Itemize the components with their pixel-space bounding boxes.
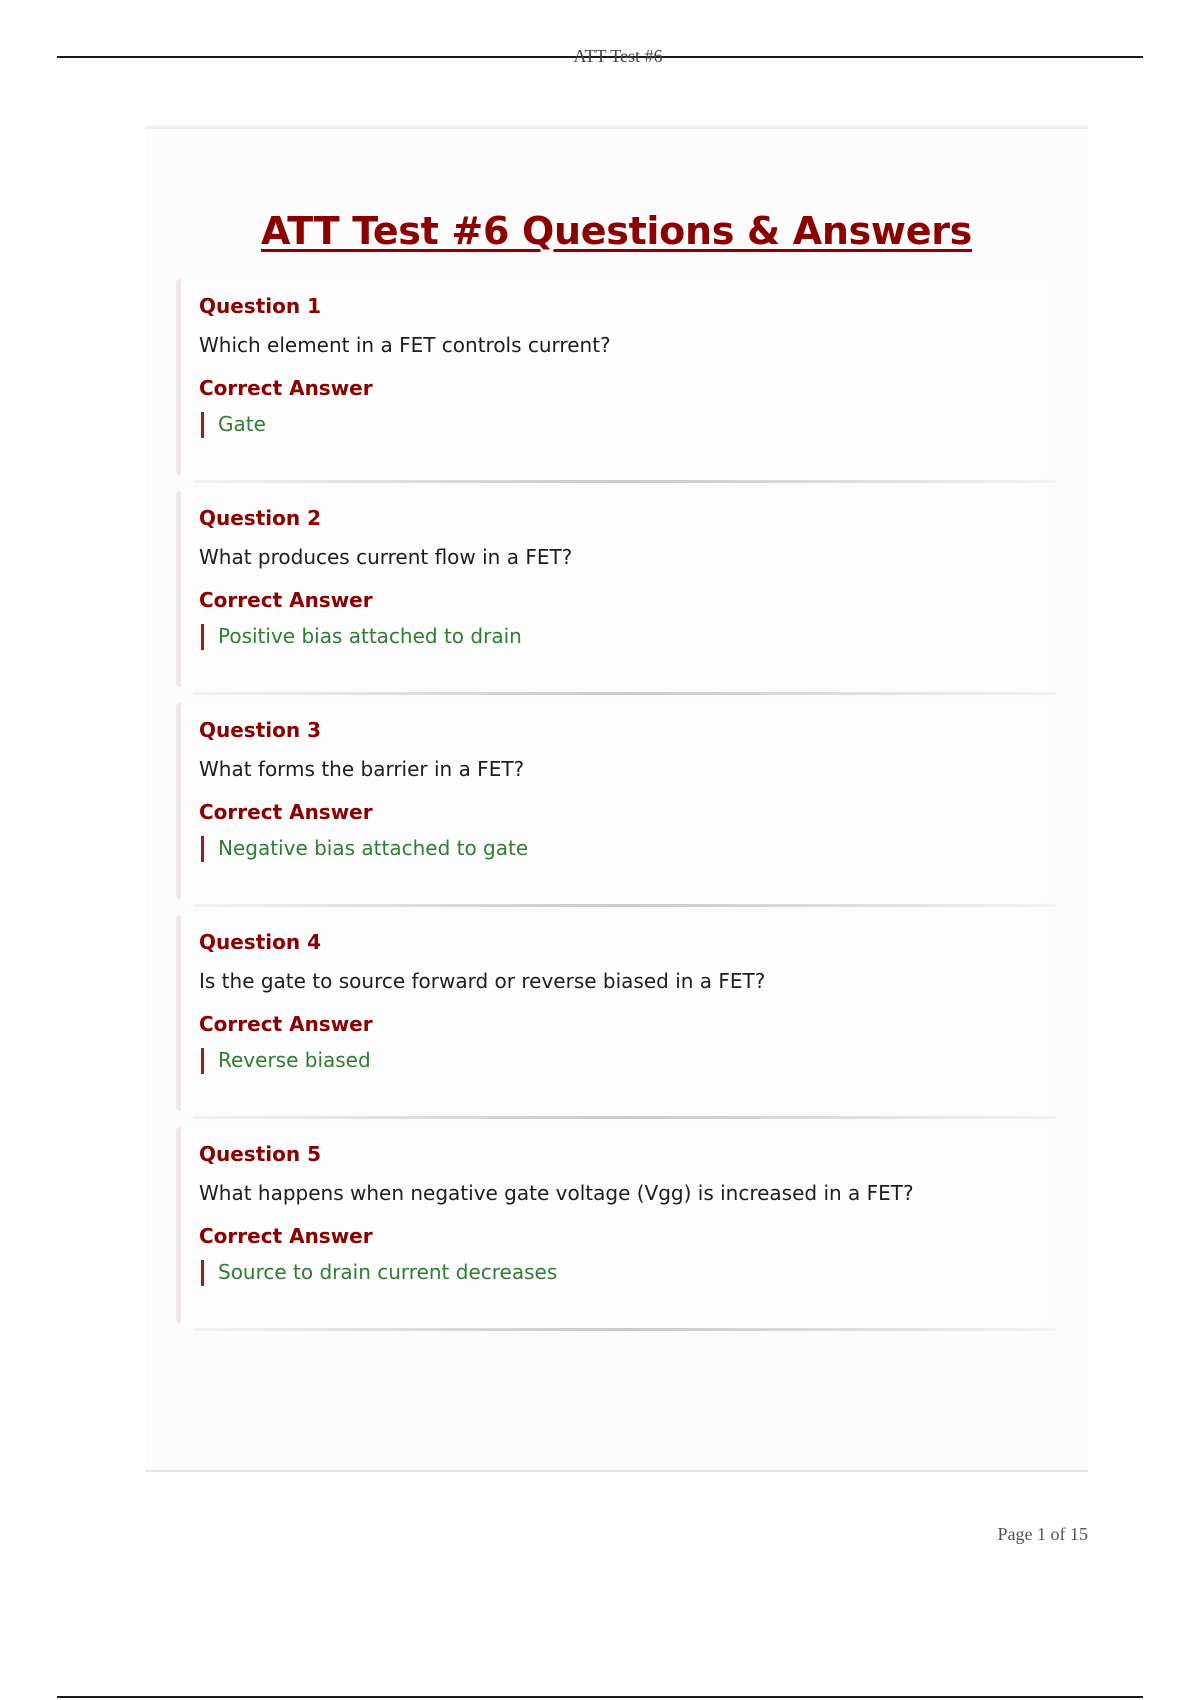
answer-marker	[201, 1048, 204, 1074]
document-page	[145, 126, 1088, 1472]
question-card-2	[176, 491, 1046, 687]
question-card-4	[176, 915, 1046, 1111]
question-text: Which element in a FET controls current?	[199, 333, 611, 357]
answer-marker	[201, 412, 204, 438]
question-card-3	[176, 703, 1046, 899]
footer-rule	[57, 1696, 1143, 1698]
answer-label: Correct Answer	[199, 588, 373, 612]
answer-marker	[201, 836, 204, 862]
question-label: Question 1	[199, 294, 321, 318]
question-label: Question 4	[199, 930, 321, 954]
question-text: Is the gate to source forward or reverse biased in a FET?	[199, 969, 766, 993]
question-text: What forms the barrier in a FET?	[199, 757, 525, 781]
answer-text: Negative bias attached to gate	[218, 836, 529, 860]
question-label: Question 3	[199, 718, 321, 742]
page-number: Page 1 of 15	[997, 1524, 1088, 1544]
question-card-1	[176, 279, 1046, 475]
answer-marker	[201, 624, 204, 650]
answer-marker	[201, 1260, 204, 1286]
question-card-5	[176, 1127, 1046, 1323]
document-title: ATT Test #6 Questions & Answers	[261, 209, 972, 253]
answer-label: Correct Answer	[199, 1012, 373, 1036]
question-text: What produces current flow in a FET?	[199, 545, 573, 569]
answer-text: Positive bias attached to drain	[218, 624, 522, 648]
question-label: Question 5	[199, 1142, 321, 1166]
question-text: What happens when negative gate voltage (Vgg) is increased in a FET?	[199, 1181, 914, 1205]
answer-label: Correct Answer	[199, 1224, 373, 1248]
question-label: Question 2	[199, 506, 321, 530]
answer-text: Gate	[218, 412, 266, 436]
question-list	[176, 279, 1046, 1339]
answer-label: Correct Answer	[199, 376, 373, 400]
running-header-title: ATT Test #6	[573, 46, 663, 66]
answer-label: Correct Answer	[199, 800, 373, 824]
answer-text: Source to drain current decreases	[218, 1260, 558, 1284]
answer-text: Reverse biased	[218, 1048, 371, 1072]
